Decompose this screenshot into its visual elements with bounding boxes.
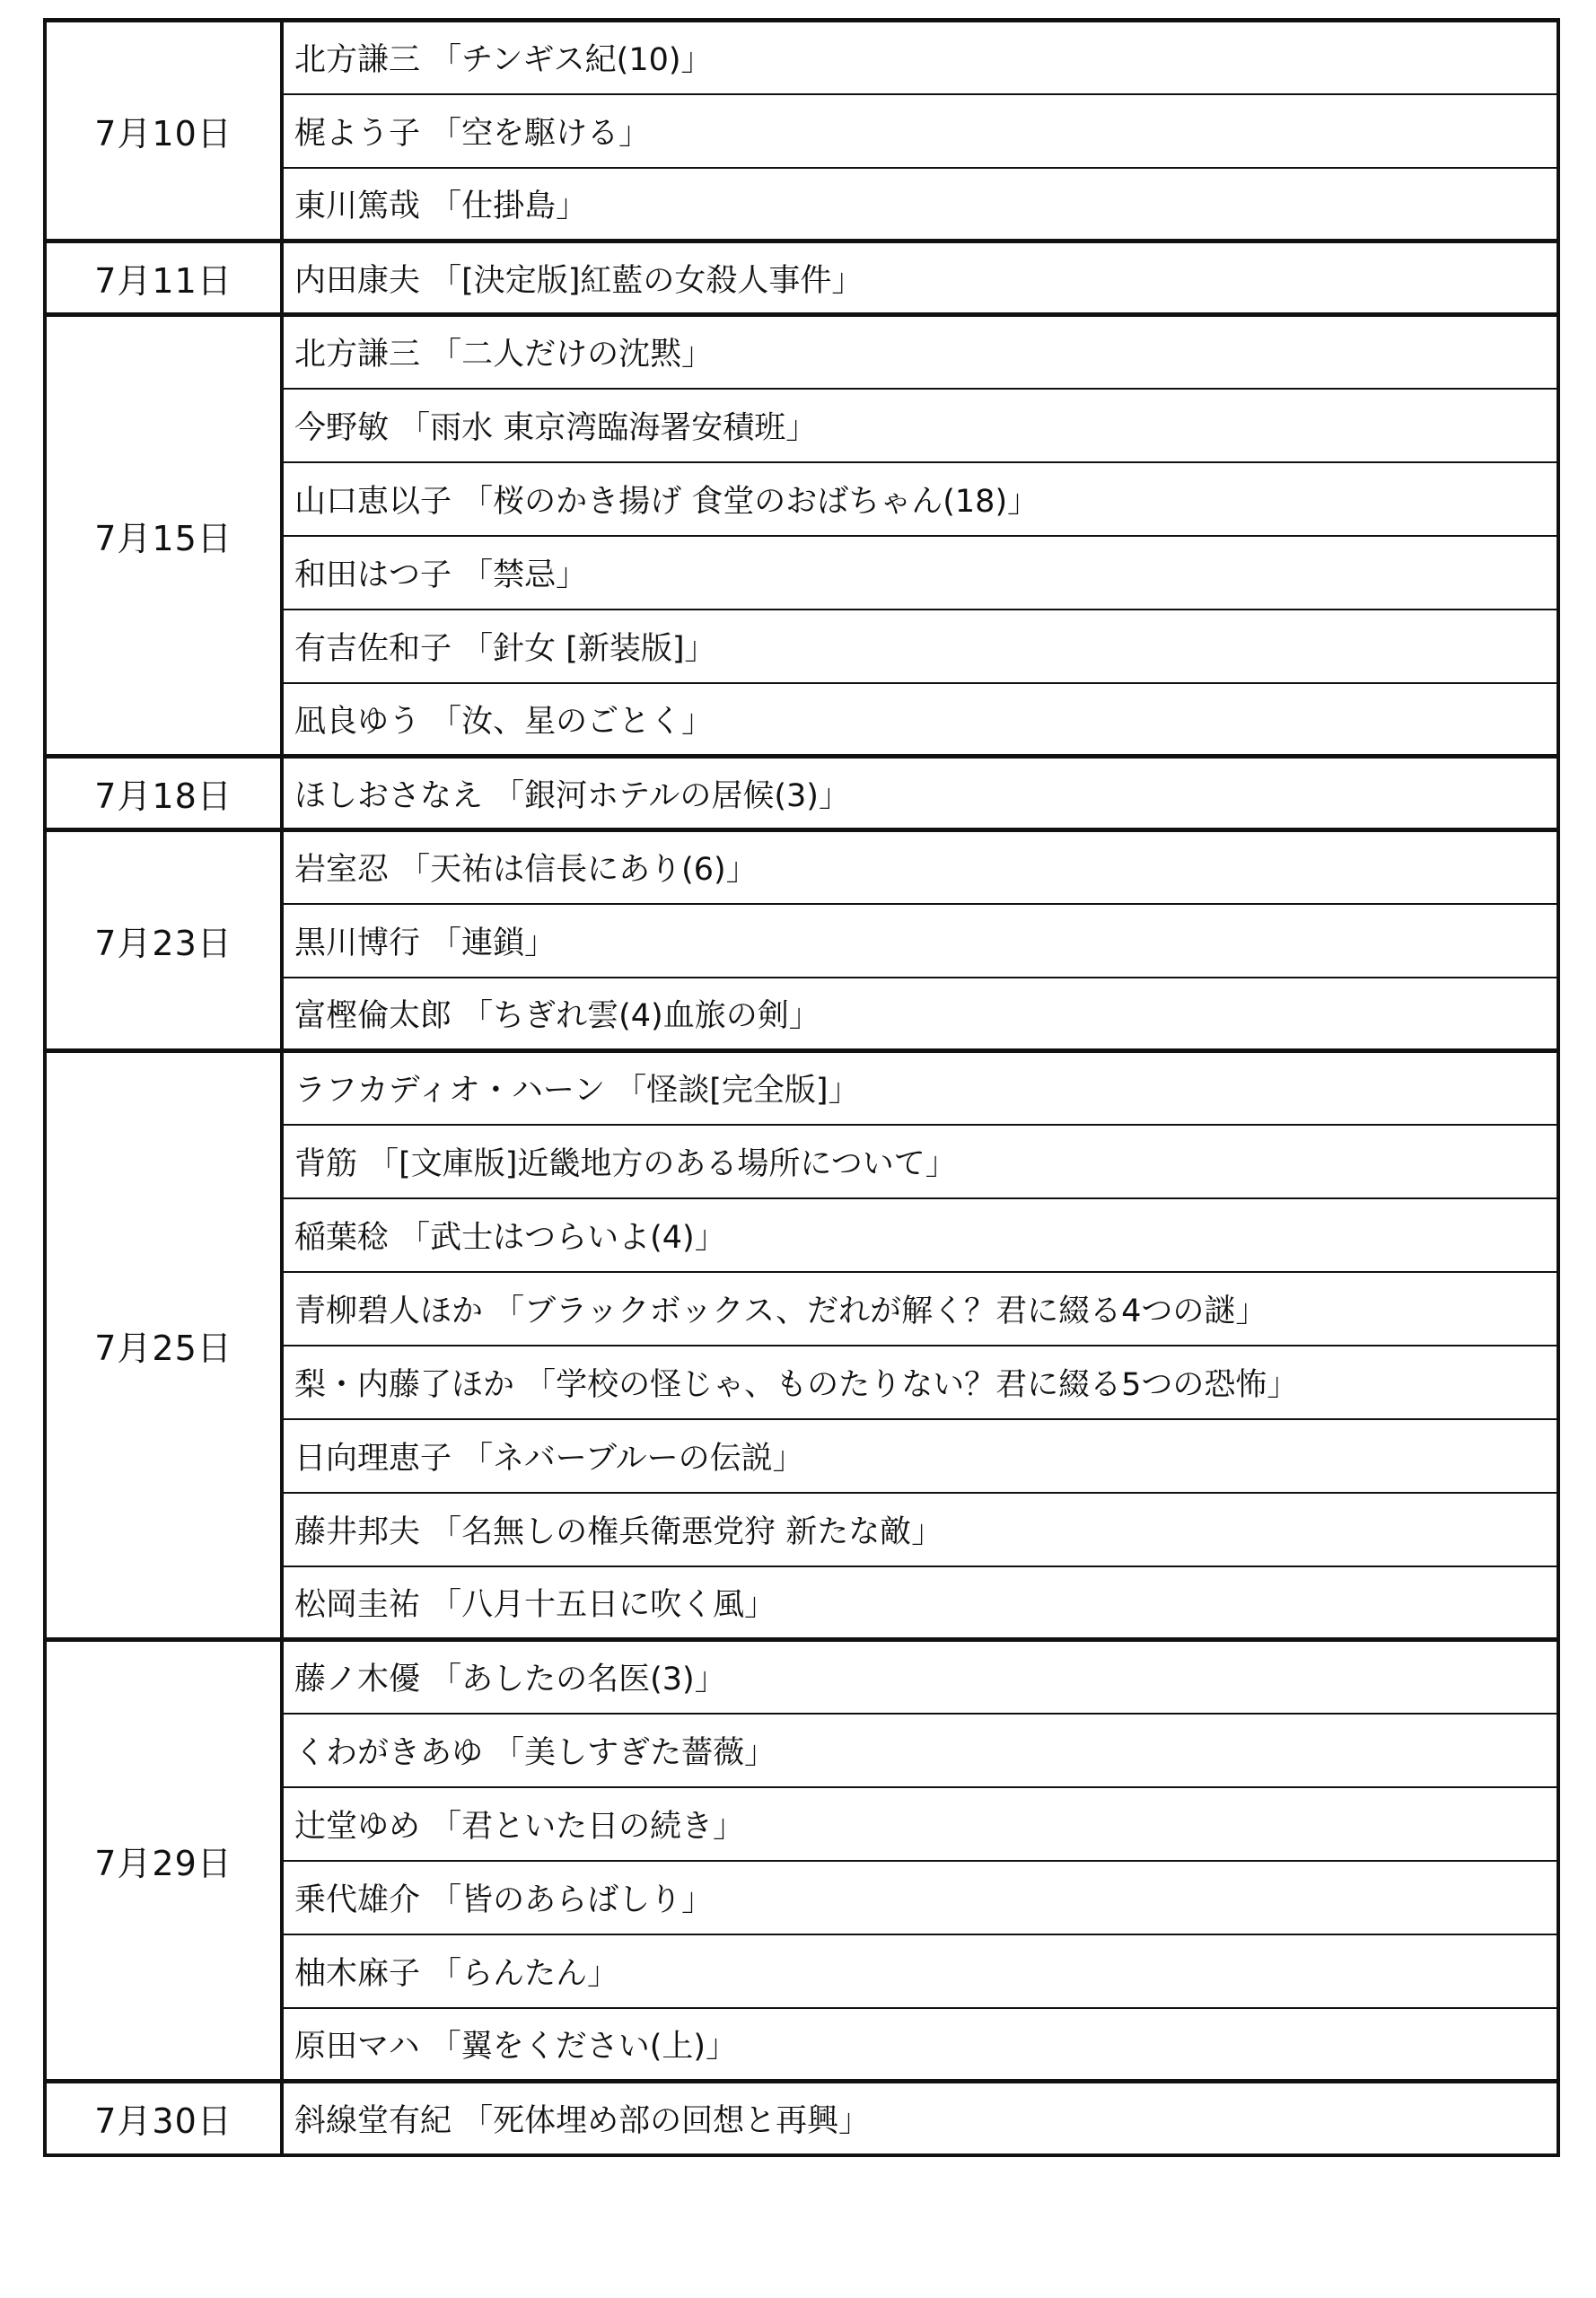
book-title-cell: 今野敏 「雨水 東京湾臨海署安積班」 — [282, 389, 1558, 462]
book-title-cell: 岩室忍 「天祐は信長にあり(6)」 — [282, 830, 1558, 904]
book-title-cell: 日向理恵子 「ネバーブルーの伝説」 — [282, 1419, 1558, 1493]
release-date-cell: 7月23日 — [45, 830, 282, 1051]
book-title-cell: 松岡圭祐 「八月十五日に吹く風」 — [282, 1566, 1558, 1640]
table-row — [45, 21, 1558, 94]
book-title-cell: 山口恵以子 「桜のかき揚げ 食堂のおばちゃん(18)」 — [282, 462, 1558, 536]
release-date-cell: 7月18日 — [45, 757, 282, 830]
book-title-cell: 藤ノ木優 「あしたの名医(3)」 — [282, 1640, 1558, 1714]
table-row — [45, 2082, 1558, 2155]
release-date-cell: 7月10日 — [45, 21, 282, 241]
table-row — [45, 315, 1558, 389]
book-title-cell: 梶よう子 「空を駆ける」 — [282, 94, 1558, 168]
book-title-cell: 斜線堂有紀 「死体埋め部の回想と再興」 — [282, 2082, 1558, 2155]
release-date-cell: 7月30日 — [45, 2082, 282, 2155]
release-schedule-body — [45, 21, 1558, 2155]
release-date-cell: 7月15日 — [45, 315, 282, 757]
release-schedule-table — [43, 18, 1560, 2157]
table-row — [45, 1051, 1558, 1125]
release-date-cell: 7月29日 — [45, 1640, 282, 2082]
book-title-cell: 乗代雄介 「皆のあらばしり」 — [282, 1861, 1558, 1934]
table-row — [45, 1640, 1558, 1714]
book-title-cell: 北方謙三 「二人だけの沈黙」 — [282, 315, 1558, 389]
book-title-cell: 背筋 「[文庫版]近畿地方のある場所について」 — [282, 1125, 1558, 1198]
book-title-cell: 有吉佐和子 「針女 [新装版]」 — [282, 610, 1558, 683]
table-row — [45, 241, 1558, 315]
book-title-cell: 和田はつ子 「禁忌」 — [282, 536, 1558, 610]
table-row — [45, 830, 1558, 904]
book-title-cell: 梨・内藤了ほか 「学校の怪じゃ、ものたりない？君に綴る5つの恐怖」 — [282, 1346, 1558, 1419]
book-title-cell: 藤井邦夫 「名無しの権兵衛悪党狩 新たな敵」 — [282, 1493, 1558, 1566]
book-title-cell: 青柳碧人ほか 「ブラックボックス、だれが解く？君に綴る4つの謎」 — [282, 1272, 1558, 1346]
book-title-cell: 原田マハ 「翼をください(上)」 — [282, 2008, 1558, 2082]
book-title-cell: 辻堂ゆめ 「君といた日の続き」 — [282, 1787, 1558, 1861]
book-title-cell: 北方謙三 「チンギス紀(10)」 — [282, 21, 1558, 94]
book-title-cell: ほしおさなえ 「銀河ホテルの居候(3)」 — [282, 757, 1558, 830]
book-title-cell: 凪良ゆう 「汝、星のごとく」 — [282, 683, 1558, 757]
book-title-cell: 富樫倫太郎 「ちぎれ雲(4)血旅の剣」 — [282, 978, 1558, 1051]
book-title-cell: 東川篤哉 「仕掛島」 — [282, 168, 1558, 241]
table-row — [45, 757, 1558, 830]
book-title-cell: くわがきあゆ 「美しすぎた薔薇」 — [282, 1714, 1558, 1787]
book-title-cell: 柚木麻子 「らんたん」 — [282, 1934, 1558, 2008]
book-title-cell: 稲葉稔 「武士はつらいよ(4)」 — [282, 1198, 1558, 1272]
release-date-cell: 7月11日 — [45, 241, 282, 315]
book-title-cell: 黒川博行 「連鎖」 — [282, 904, 1558, 978]
book-title-cell: ラフカディオ・ハーン 「怪談[完全版]」 — [282, 1051, 1558, 1125]
release-date-cell: 7月25日 — [45, 1051, 282, 1640]
book-title-cell: 内田康夫 「[決定版]紅藍の女殺人事件」 — [282, 241, 1558, 315]
